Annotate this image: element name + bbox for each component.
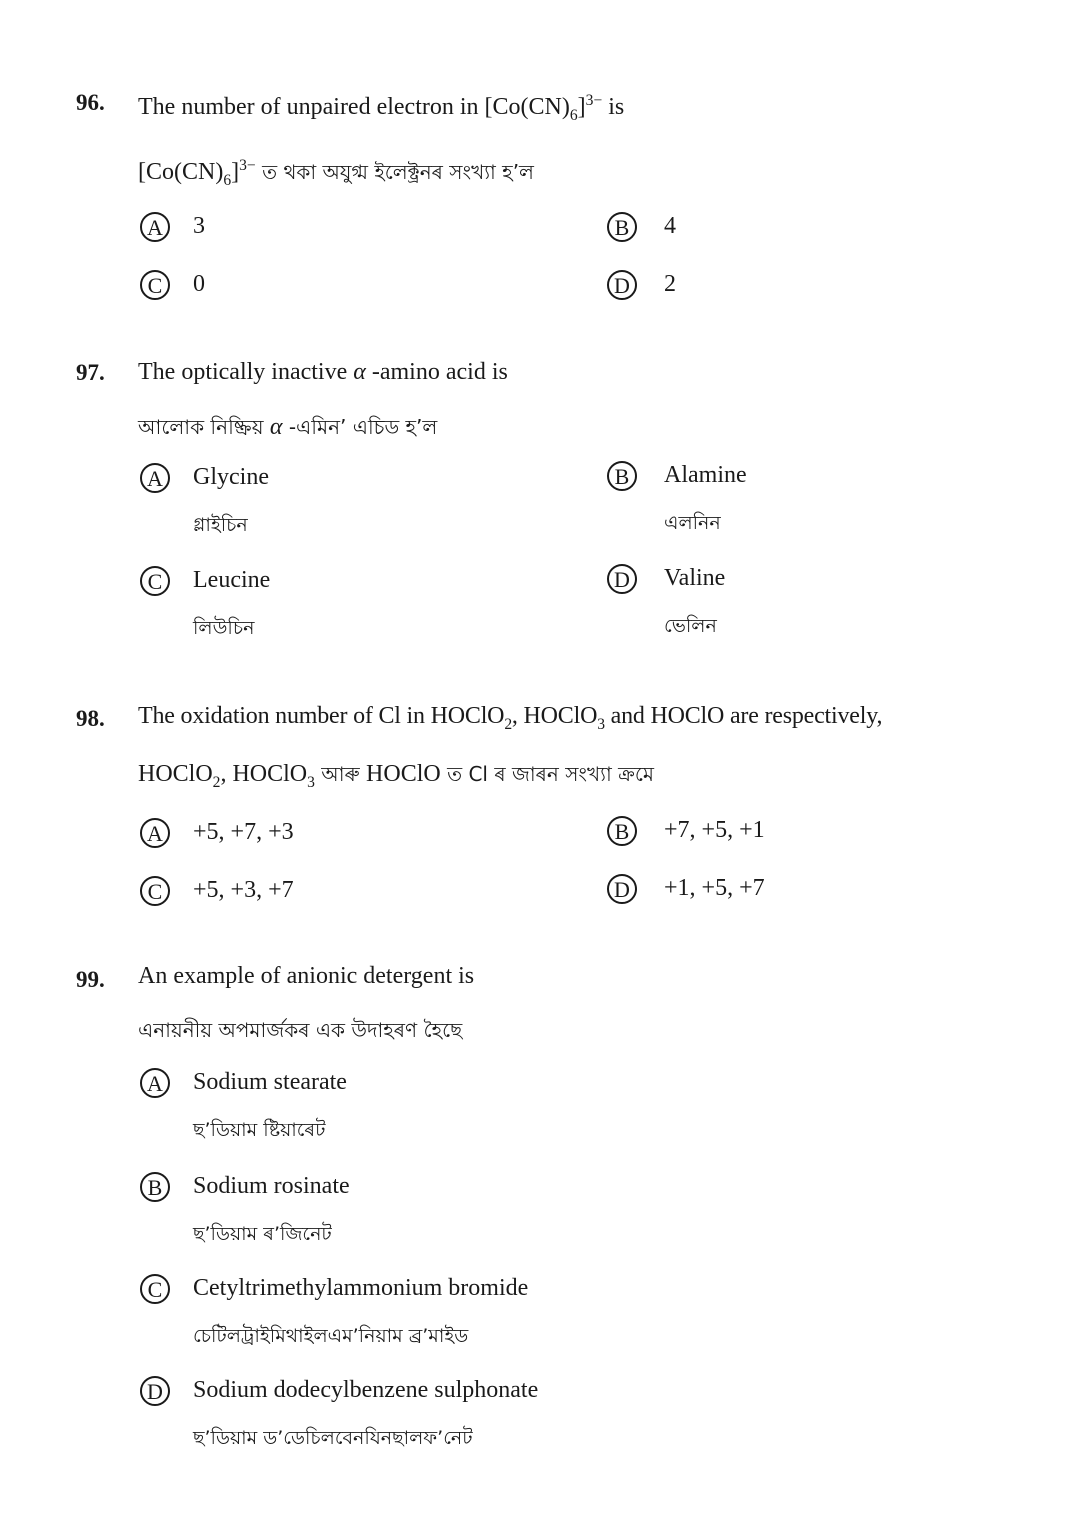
question-text-as: $[Co(CN)_6]^{3-}$ ত থকা অযুগ্ম ইলেক্ট্ৰনৰ সংখ্যা হ’ল bbox=[138, 157, 534, 189]
question-number: 96. bbox=[76, 90, 105, 115]
question-text-en: The optically inactive α -amino acid is bbox=[138, 359, 508, 385]
option-text: Glycine bbox=[193, 464, 269, 490]
question-number: 97. bbox=[76, 360, 105, 385]
option-text: +1, +5, +7 bbox=[664, 875, 765, 901]
option-text: +5, +3, +7 bbox=[193, 877, 294, 903]
option-letter-a: A bbox=[140, 1068, 170, 1098]
option-letter-d: D bbox=[607, 270, 637, 300]
option-text: Sodium dodecylbenzene sulphonate bbox=[193, 1377, 539, 1403]
option-text-as: গ্লাইচিন bbox=[193, 514, 248, 536]
option-letter-c: C bbox=[140, 566, 170, 596]
formula-hoclo3: HOClO$_3$ bbox=[523, 703, 605, 733]
option-text: Leucine bbox=[193, 567, 271, 593]
option-text-as: ছ’ডিয়াম ড’ডেচিলবেনযিনছালফ’নেট bbox=[193, 1427, 473, 1449]
option-letter-c: C bbox=[140, 876, 170, 906]
formula-hoclo: HOClO bbox=[650, 703, 725, 729]
question-text-as: HOClO$_2$, HOClO$_3$ আৰু HOClO ত Cl ৰ জাৰন সংখ্যা ক্ৰমে bbox=[138, 761, 654, 791]
formula-hoclo2: HOClO$_2$ bbox=[430, 703, 512, 733]
option-text-as: লিউচিন bbox=[193, 617, 255, 639]
question-text-en: An example of anionic detergent is bbox=[138, 963, 475, 989]
option-text-as: ভেলিন bbox=[664, 615, 717, 637]
option-text: 3 bbox=[193, 213, 205, 239]
question-text-as: আলোক নিষ্ক্ৰিয় α -এমিন’ এচিড হ’ল bbox=[138, 414, 438, 440]
option-text-as: চেটিলট্ৰাইমিথাইলএম’নিয়াম ব্ৰ’মাইড bbox=[193, 1325, 469, 1347]
option-letter-b: B bbox=[607, 461, 637, 491]
option-text: Alamine bbox=[664, 462, 747, 488]
option-letter-d: D bbox=[607, 564, 637, 594]
option-text: 4 bbox=[664, 213, 676, 239]
option-letter-b: B bbox=[607, 212, 637, 242]
option-letter-c: C bbox=[140, 270, 170, 300]
question-number: 98. bbox=[76, 706, 105, 731]
question-text-en: The number of unpaired electron in $[Co(CN)_6]^{3-}$ is bbox=[138, 92, 625, 124]
question-number: 99. bbox=[76, 967, 105, 992]
option-letter-d: D bbox=[140, 1376, 170, 1406]
option-letter-b: B bbox=[607, 816, 637, 846]
option-text-as: ছ’ডিয়াম ৰ’জিনেট bbox=[193, 1223, 332, 1245]
option-text: Sodium rosinate bbox=[193, 1173, 350, 1199]
option-letter-d: D bbox=[607, 874, 637, 904]
option-text: Valine bbox=[664, 565, 726, 591]
option-letter-c: C bbox=[140, 1274, 170, 1304]
formula-complex: $[Co(CN)_6]^{3-}$ bbox=[484, 92, 603, 124]
option-text-as: এলনিন bbox=[664, 512, 721, 534]
question-text-en: The oxidation number of Cl in HOClO$_2$, HOClO$_3$ and HOClO are respectively, bbox=[138, 703, 883, 733]
option-text-as: ছ’ডিয়াম ষ্টিয়াৰেট bbox=[193, 1119, 326, 1141]
option-letter-a: A bbox=[140, 463, 170, 493]
option-text: +7, +5, +1 bbox=[664, 817, 765, 843]
option-text: 0 bbox=[193, 271, 205, 297]
option-text: 2 bbox=[664, 271, 676, 297]
option-text: Cetyltrimethylammonium bromide bbox=[193, 1275, 529, 1301]
question-text-as: এনায়নীয় অপমাৰ্জকৰ এক উদাহৰণ হৈছে bbox=[138, 1018, 463, 1042]
option-letter-a: A bbox=[140, 818, 170, 848]
option-letter-a: A bbox=[140, 212, 170, 242]
option-text: +5, +7, +3 bbox=[193, 819, 294, 845]
option-letter-b: B bbox=[140, 1172, 170, 1202]
option-text: Sodium stearate bbox=[193, 1069, 347, 1095]
alpha-symbol: α bbox=[353, 359, 366, 385]
